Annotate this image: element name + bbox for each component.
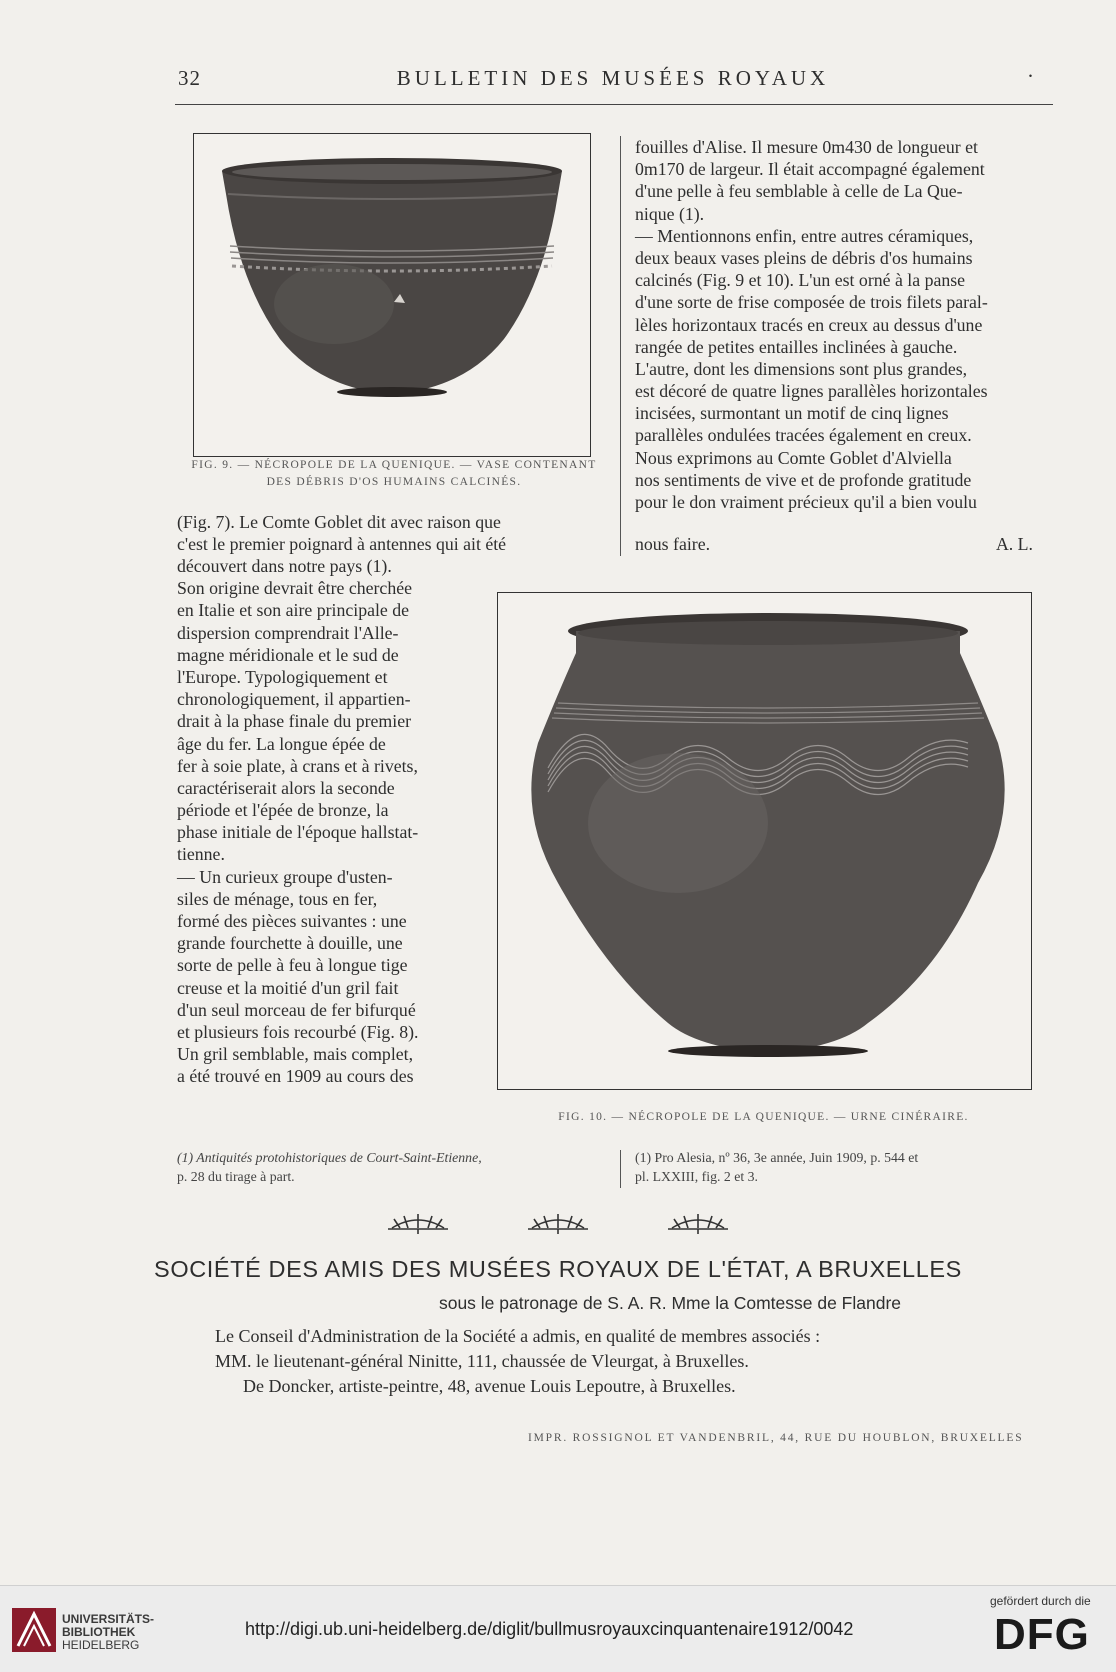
text-line: (Fig. 7). Le Comte Goblet dit avec raison que xyxy=(177,512,501,532)
footnote-left-line2: p. 28 du tirage à part. xyxy=(177,1169,295,1184)
text-line: c'est le premier poignard à antennes qui ait été xyxy=(177,534,507,555)
dfg-logo: DFG xyxy=(994,1610,1090,1659)
text-line: siles de ménage, tous en fer, xyxy=(177,888,378,909)
fan-ornament-icon xyxy=(668,1214,728,1234)
printer-imprint: IMPR. ROSSIGNOL ET VANDENBRIL, 44, RUE DU HOUBLON, BRUXELLES xyxy=(528,1432,1024,1444)
author-signature: A. L. xyxy=(995,534,1033,554)
text-line: grande fourchette à douille, une xyxy=(177,933,403,954)
figure-9-caption xyxy=(160,457,628,491)
digitization-footer xyxy=(0,1585,1116,1672)
text-line: phase initiale de l'époque hallstat- xyxy=(177,822,419,843)
page-number: 32 xyxy=(178,66,201,90)
text-line: et plusieurs fois recourbé (Fig. 8). xyxy=(177,1021,419,1042)
text-line: 0m170 de largeur. Il était accompagné également xyxy=(635,159,985,180)
source-url[interactable]: http://digi.ub.uni-heidelberg.de/diglit/bullmusroyauxcinquantenaire1912/0042 xyxy=(245,1619,854,1639)
ornament-icons xyxy=(378,1210,738,1236)
text-line: découvert dans notre pays (1). xyxy=(177,556,392,576)
urn-image xyxy=(498,593,1031,1089)
society-patronage: sous le patronage de S. A. R. Mme la Comtesse de Flandre xyxy=(438,1293,902,1313)
figure-10-photo xyxy=(497,592,1032,1090)
library-line3: HEIDELBERG xyxy=(62,1638,140,1652)
footnote-right-line1: (1) Pro Alesia, nº 36, 3e année, Juin 1909, p. 544 et xyxy=(635,1150,919,1165)
text-line: deux beaux vases pleins de débris d'os humains xyxy=(635,247,973,268)
university-library-logo-icon xyxy=(12,1608,56,1652)
text-line: nique (1). xyxy=(635,203,705,224)
text-line: Son origine devrait être cherchée xyxy=(177,578,412,599)
text-line: tienne. xyxy=(177,844,225,865)
library-name xyxy=(62,1613,154,1652)
text-line: fer à soie plate, à crans et à rivets, xyxy=(177,755,418,776)
text-line: drait à la phase finale du premier xyxy=(177,711,412,732)
text-line: âge du fer. La longue épée de xyxy=(177,733,386,754)
text-line: pour le don vraiment précieux qu'il a bien voulu xyxy=(635,492,977,512)
footnote-left-line1: (1) Antiquités protohistoriques de Court-Saint-Etienne, xyxy=(177,1150,482,1165)
text-line: magne méridionale et le sud de xyxy=(177,644,399,665)
library-line1: UNIVERSITÄTS- xyxy=(62,1612,155,1626)
text-line: — Un curieux groupe d'usten- xyxy=(177,866,393,887)
society-members xyxy=(215,1324,1035,1399)
final-line: nous faire. xyxy=(635,534,711,554)
text-line: en Italie et son aire principale de xyxy=(177,600,410,621)
society-line1: Le Conseil d'Administration de la Société a admis, en qualité de membres associés : xyxy=(215,1326,821,1346)
journal-title: BULLETIN DES MUSÉES ROYAUX xyxy=(396,66,830,90)
text-line: parallèles ondulées tracées également en creux. xyxy=(635,425,972,446)
text-line: d'une sorte de frise composée de trois filets paral- xyxy=(635,292,988,313)
library-line2: BIBLIOTHEK xyxy=(62,1625,136,1639)
right-column-last xyxy=(635,533,1055,555)
text-line: a été trouvé en 1909 au cours des xyxy=(177,1066,414,1087)
text-line: l'Europe. Typologiquement et xyxy=(177,666,388,687)
left-column-narrow xyxy=(177,555,459,1088)
ornament-row xyxy=(0,1210,1116,1241)
header-mark: · xyxy=(1027,64,1038,88)
figure-9-caption-line2: DES DÉBRIS D'OS HUMAINS CALCINÉS. xyxy=(266,476,522,488)
footnote-divider xyxy=(620,1150,621,1188)
footnote-right xyxy=(635,1148,1060,1186)
figure-9-caption-line1: FIG. 9. — NÉCROPOLE DE LA QUENIQUE. — VASE CONTENANT xyxy=(191,459,597,471)
text-line: caractériserait alors la seconde xyxy=(177,777,395,798)
running-header xyxy=(178,66,1048,90)
text-line: sorte de pelle à feu à longue tige xyxy=(177,955,408,976)
footnote-left xyxy=(177,1148,607,1186)
text-line: formé des pièces suivantes : une xyxy=(177,911,407,931)
text-line: creuse et la moitié d'un gril fait xyxy=(177,977,399,998)
text-line: rangée de petites entailles inclinées à gauche. xyxy=(635,336,958,357)
text-line: L'autre, dont les dimensions sont plus grandes, xyxy=(635,358,968,379)
society-line3: De Doncker, artiste-peintre, 48, avenue Louis Lepoutre, à Bruxelles. xyxy=(243,1376,736,1396)
bowl-vase-image xyxy=(194,134,590,456)
fan-ornament-icon xyxy=(528,1214,588,1234)
text-line: fouilles d'Alise. Il mesure 0m430 de longueur et xyxy=(635,137,978,157)
column-divider xyxy=(620,136,621,556)
text-line: d'une pelle à feu semblable à celle de La Que- xyxy=(635,181,963,202)
text-line: est décoré de quatre lignes parallèles horizontales xyxy=(635,381,988,402)
text-line: période et l'épée de bronze, la xyxy=(177,800,389,821)
left-column-wide xyxy=(177,511,591,555)
society-title: SOCIÉTÉ DES AMIS DES MUSÉES ROYAUX DE L'ÉTAT, A BRUXELLES xyxy=(154,1256,962,1282)
fan-ornament-icon xyxy=(388,1214,448,1234)
text-line: lèles horizontaux tracés en creux au dessus d'une xyxy=(635,314,983,335)
text-line: d'un seul morceau de fer bifurqué xyxy=(177,999,416,1020)
text-line: dispersion comprendrait l'Alle- xyxy=(177,622,399,643)
text-line: — Mentionnons enfin, entre autres céramiques, xyxy=(635,225,974,246)
funded-by-label: gefördert durch die xyxy=(990,1594,1091,1608)
text-line: Un gril semblable, mais complet, xyxy=(177,1044,414,1065)
text-line: Nous exprimons au Comte Goblet d'Alviella xyxy=(635,447,952,468)
figure-10-caption: FIG. 10. — NÉCROPOLE DE LA QUENIQUE. — URNE CINÉRAIRE. xyxy=(558,1111,969,1123)
header-rule xyxy=(175,104,1053,105)
text-line: calcinés (Fig. 9 et 10). L'un est orné à la panse xyxy=(635,270,966,291)
footnote-right-line2: pl. LXXIII, fig. 2 et 3. xyxy=(635,1169,758,1184)
society-line2: MM. le lieutenant-général Ninitte, 111, chaussée de Vleurgat, à Bruxelles. xyxy=(215,1351,749,1371)
right-column xyxy=(635,136,1055,513)
text-line: nos sentiments de vive et de profonde gratitude xyxy=(635,469,972,490)
text-line: chronologiquement, il appartien- xyxy=(177,689,411,710)
text-line: incisées, surmontant un motif de cinq lignes xyxy=(635,403,949,424)
figure-9-photo xyxy=(193,133,591,457)
